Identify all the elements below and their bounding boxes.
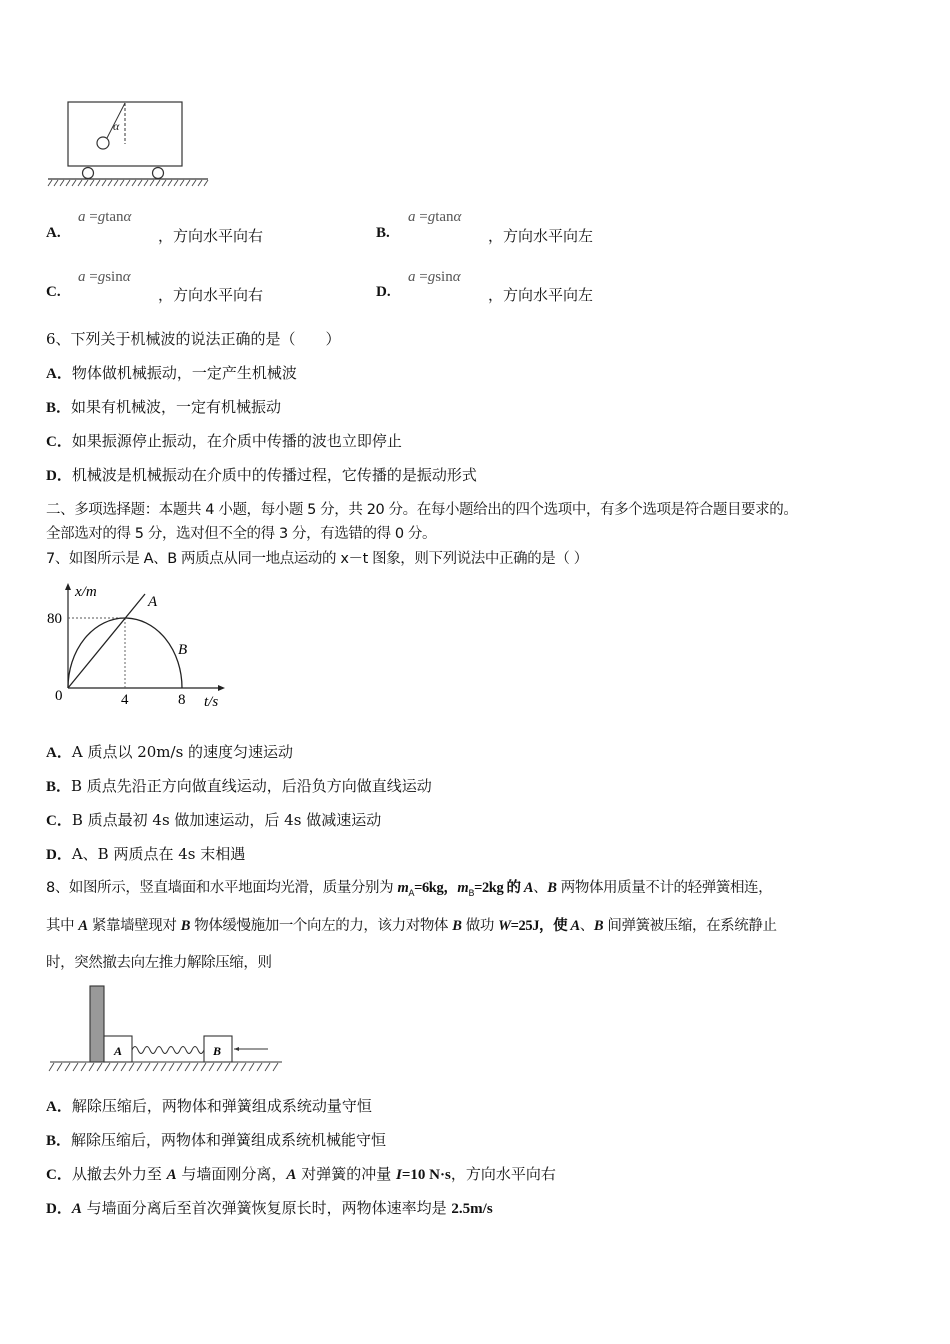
svg-text:t/s: t/s xyxy=(204,694,219,710)
svg-text:A: A xyxy=(114,1044,123,1058)
option-label: A． xyxy=(46,366,72,382)
q8-option-c[interactable]: C．从撤去外力至 A 与墙面刚分离，A 对弹簧的冲量 I=10 N·s，方向水平向右 xyxy=(46,1165,556,1183)
svg-text:A: A xyxy=(148,594,158,610)
cart-pendulum-diagram xyxy=(46,96,216,188)
option-text: ，方向水平向右 xyxy=(158,286,264,304)
q7-xt-graph xyxy=(44,582,234,710)
q6-option-b[interactable] xyxy=(46,397,281,418)
xt-graph-svg xyxy=(44,582,234,710)
wall xyxy=(90,986,104,1062)
section-2-line-1: 二、多项选择题：本题共 4 小题，每小题 5 分，共 20 分。在每小题给出的四个选项中，有多个选项是符合题目要求的。 xyxy=(46,502,798,518)
option-label: C. xyxy=(46,284,61,300)
q5-option-b[interactable] xyxy=(376,207,676,247)
svg-text:x/m: x/m xyxy=(75,584,97,600)
q8-option-b[interactable] xyxy=(46,1130,386,1151)
arrow-left-icon xyxy=(234,1047,239,1051)
formula: a =gtanα xyxy=(408,209,462,225)
svg-text:B: B xyxy=(178,642,188,658)
q7-option-b[interactable] xyxy=(46,776,432,797)
formula: a =gtanα xyxy=(78,209,132,225)
option-label: C． xyxy=(46,1167,72,1183)
option-label: D． xyxy=(46,1201,72,1217)
option-label: A． xyxy=(46,745,72,761)
q8-stem-line-2: 其中 A 紧靠墙壁现对 B 物体缓慢施加一个向左的力，该力对物体 B 做功 W=25J，使 A、B 间弹簧被压缩，在系统静止 xyxy=(46,918,777,934)
q8-option-d[interactable]: D．A 与墙面分离后至首次弹簧恢复原长时，两物体速率均是 2.5m/s xyxy=(46,1199,493,1217)
option-label: A． xyxy=(46,1099,72,1115)
option-text: 解除压缩后，两物体和弹簧组成系统机械能守恒 xyxy=(71,1131,387,1149)
y-axis-arrow-icon xyxy=(65,583,71,590)
svg-text:8: 8 xyxy=(178,692,186,708)
option-label: B. xyxy=(376,225,390,241)
q6-option-d[interactable] xyxy=(46,465,477,486)
x-axis-arrow-icon xyxy=(218,685,225,691)
svg-text:80: 80 xyxy=(47,611,62,627)
svg-text:B: B xyxy=(213,1044,222,1058)
option-text: B 质点最初 4s 做加速运动，后 4s 做减速运动 xyxy=(71,811,382,829)
q7-option-d[interactable] xyxy=(46,844,245,865)
svg-text:0: 0 xyxy=(55,688,63,704)
q6-stem: 6、下列关于机械波的说法正确的是（ ） xyxy=(46,330,341,348)
option-label: D． xyxy=(46,847,72,863)
option-text: 机械波是机械振动在介质中的传播过程，它传播的是振动形式 xyxy=(71,466,477,484)
option-label: B． xyxy=(46,1133,72,1149)
angle-label: α xyxy=(113,119,120,133)
q7-option-c[interactable] xyxy=(46,810,381,831)
q5-option-d[interactable] xyxy=(376,267,676,307)
option-label: B． xyxy=(46,779,72,795)
q5-option-c[interactable] xyxy=(46,267,346,307)
q8-stem-line-1: 8、如图所示，竖直墙面和水平地面均光滑，质量分别为 $m_A=6kg$，$m_B=2kg$ 的 A、B 两物体用质量不计的轻弹簧相连， xyxy=(46,880,773,899)
option-text: 解除压缩后，两物体和弹簧组成系统动量守恒 xyxy=(71,1097,372,1115)
option-text: ，方向水平向左 xyxy=(488,286,594,304)
option-label: C． xyxy=(46,434,72,450)
svg-text:4: 4 xyxy=(121,692,129,708)
option-label: A. xyxy=(46,225,61,241)
option-text: 如果振源停止振动，在介质中传播的波也立即停止 xyxy=(71,432,402,450)
option-text: 如果有机械波，一定有机械振动 xyxy=(71,398,282,416)
wall-spring-blocks-diagram xyxy=(46,982,286,1074)
q8-spring-figure xyxy=(46,982,286,1074)
q7-option-a[interactable] xyxy=(46,742,293,763)
option-label: D． xyxy=(46,468,72,484)
q5-option-a[interactable] xyxy=(46,207,346,247)
q8-option-a[interactable] xyxy=(46,1096,372,1117)
section-2-line-2: 全部选对的得 5 分，选对但不全的得 3 分，有选错的得 0 分。 xyxy=(46,526,437,542)
q8-stem-line-3: 时，突然撤去向左推力解除压缩，则 xyxy=(46,955,272,971)
q7-stem: 7、如图所示是 A、B 两质点从同一地点运动的 x－t 图象，则下列说法中正确的是（ ） xyxy=(46,551,588,567)
q5-cart-figure xyxy=(46,96,216,188)
q6-option-c[interactable] xyxy=(46,431,402,452)
option-label: D. xyxy=(376,284,391,300)
option-text: B 质点先沿正方向做直线运动，后沿负方向做直线运动 xyxy=(71,777,432,795)
option-label: C． xyxy=(46,813,72,829)
option-text: ，方向水平向左 xyxy=(488,227,594,245)
q6-option-a[interactable] xyxy=(46,363,297,384)
option-text: A、B 两质点在 4s 末相遇 xyxy=(71,845,246,863)
series-b-curve xyxy=(68,618,182,688)
series-a-line xyxy=(68,594,145,688)
formula: a =gsinα xyxy=(408,269,461,285)
spring xyxy=(132,1047,210,1054)
option-text: ，方向水平向右 xyxy=(158,227,264,245)
option-text: A 质点以 20m/s 的速度匀速运动 xyxy=(71,743,294,761)
option-label: B． xyxy=(46,400,72,416)
option-text: 物体做机械振动，一定产生机械波 xyxy=(71,364,297,382)
formula: a =gsinα xyxy=(78,269,131,285)
